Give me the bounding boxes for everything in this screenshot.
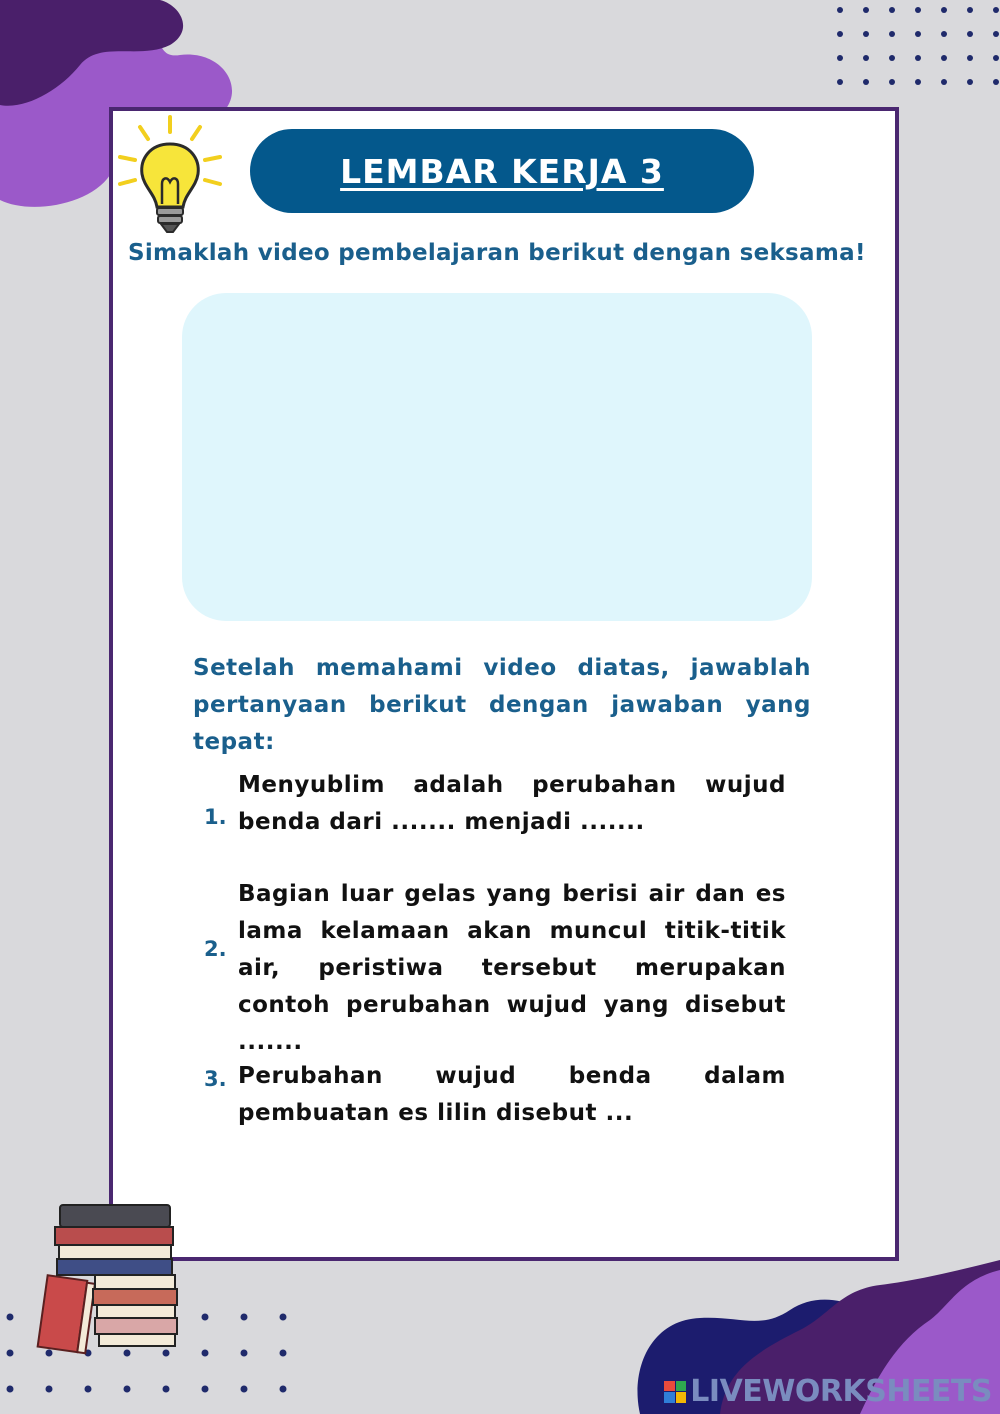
book-stack-illustration — [35, 1200, 185, 1360]
question-2-text: Bagian luar gelas yang berisi air dan es lama kelamaan akan muncul titik-titik air, peristiwa tersebut merupakan contoh perubahan wujud yang disebut ....... — [238, 881, 786, 1055]
question-2-number: 2. — [204, 937, 227, 961]
top-right-dot-grid — [830, 0, 1000, 95]
question-prompt: Setelah memahami video diatas, jawablah pertanyaan berikut dengan jawaban yang tepat: — [193, 655, 811, 755]
video-player[interactable] — [182, 293, 812, 621]
page-title: LEMBAR KERJA 3 — [340, 151, 664, 191]
liveworksheets-logo-icon — [664, 1381, 686, 1403]
watermark-text: LIVEWORKSHEETS — [690, 1374, 992, 1409]
question-1-text: Menyublim adalah perubahan wujud benda dari ....... menjadi ....... — [238, 772, 786, 835]
watermark — [664, 1374, 992, 1409]
instruction-text: Simaklah video pembelajaran berikut dengan seksama! — [128, 240, 866, 266]
title-banner — [250, 129, 754, 213]
lightbulb-icon — [115, 112, 225, 237]
question-1-number: 1. — [204, 805, 227, 829]
question-3-text: Perubahan wujud benda dalam pembuatan es lilin disebut ... — [238, 1063, 786, 1126]
question-3-number: 3. — [204, 1067, 227, 1091]
